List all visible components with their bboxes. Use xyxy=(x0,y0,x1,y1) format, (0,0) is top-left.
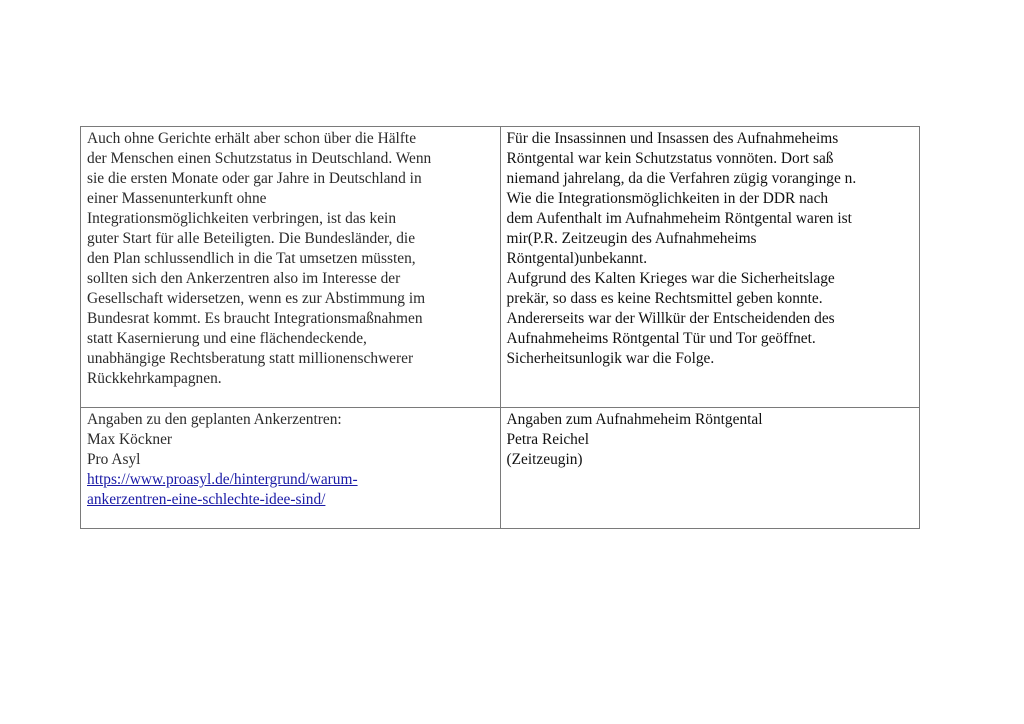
text-line: Aufgrund des Kalten Krieges war die Sicherheitslage xyxy=(506,270,835,287)
text-line: Für die Insassinnen und Insassen des Aufnahmeheims xyxy=(506,130,839,147)
text-line: unabhängige Rechtsberatung statt millionenschwerer xyxy=(87,350,414,367)
source-heading: Angaben zu den geplanten Ankerzentren: xyxy=(87,411,342,428)
table-row xyxy=(81,408,920,529)
text-line: prekär, so dass es keine Rechtsmittel geben konnte. xyxy=(506,290,823,307)
source-role: (Zeitzeugin) xyxy=(506,451,583,468)
source-link-line[interactable]: ankerzentren-eine-schlechte-idee-sind/ xyxy=(87,491,326,508)
roentgental-source-cell xyxy=(500,408,920,529)
text-line: Bundesrat kommt. Es braucht Integrationsmaßnahmen xyxy=(87,310,423,327)
text-line: guter Start für alle Beteiligten. Die Bundesländer, die xyxy=(87,230,416,247)
text-line: sie die ersten Monate oder gar Jahre in Deutschland in xyxy=(87,170,422,187)
text-line: Röntgental)unbekannt. xyxy=(506,250,648,267)
text-line: Gesellschaft widersetzen, wenn es zur Abstimmung im xyxy=(87,290,426,307)
text-line: einer Massenunterkunft ohne xyxy=(87,190,267,207)
text-line: Integrationsmöglichkeiten verbringen, ist das kein xyxy=(87,210,397,227)
ankerzentren-text-cell xyxy=(81,127,501,408)
source-link-line[interactable]: https://www.proasyl.de/hintergrund/warum- xyxy=(87,471,358,488)
text-line: Sicherheitsunlogik war die Folge. xyxy=(506,350,715,367)
source-author: Petra Reichel xyxy=(506,431,589,448)
text-line: Röntgental war kein Schutzstatus vonnöten. Dort saß xyxy=(506,150,834,167)
source-organization: Pro Asyl xyxy=(87,451,141,468)
text-line: niemand jahrelang, da die Verfahren zügig voranginge n. xyxy=(506,170,857,187)
text-line: Andererseits war der Willkür der Entscheidenden des xyxy=(506,310,835,327)
roentgental-text-cell xyxy=(500,127,920,408)
text-line: statt Kasernierung und eine flächendeckende, xyxy=(87,330,367,347)
text-line: Auch ohne Gerichte erhält aber schon über die Hälfte xyxy=(87,130,417,147)
text-line: dem Aufenthalt im Aufnahmeheim Röntgental waren ist xyxy=(506,210,852,227)
text-line: Aufnahmeheims Röntgental Tür und Tor geöffnet. xyxy=(506,330,816,347)
text-line: den Plan schlussendlich in die Tat umsetzen müssten, xyxy=(87,250,416,267)
table-row xyxy=(81,127,920,408)
ankerzentren-source-cell xyxy=(81,408,501,529)
comparison-table xyxy=(80,126,920,529)
text-line: Wie die Integrationsmöglichkeiten in der DDR nach xyxy=(506,190,829,207)
source-heading: Angaben zum Aufnahmeheim Röntgental xyxy=(506,411,763,428)
text-line: mir(P.R. Zeitzeugin des Aufnahmeheims xyxy=(506,230,757,247)
text-line: sollten sich den Ankerzentren also im Interesse der xyxy=(87,270,401,287)
source-link[interactable] xyxy=(87,490,494,510)
text-line: Rückkehrkampagnen. xyxy=(87,370,222,387)
text-line: der Menschen einen Schutzstatus in Deutschland. Wenn xyxy=(87,150,432,167)
source-author: Max Köckner xyxy=(87,431,173,448)
source-link[interactable] xyxy=(87,470,494,490)
